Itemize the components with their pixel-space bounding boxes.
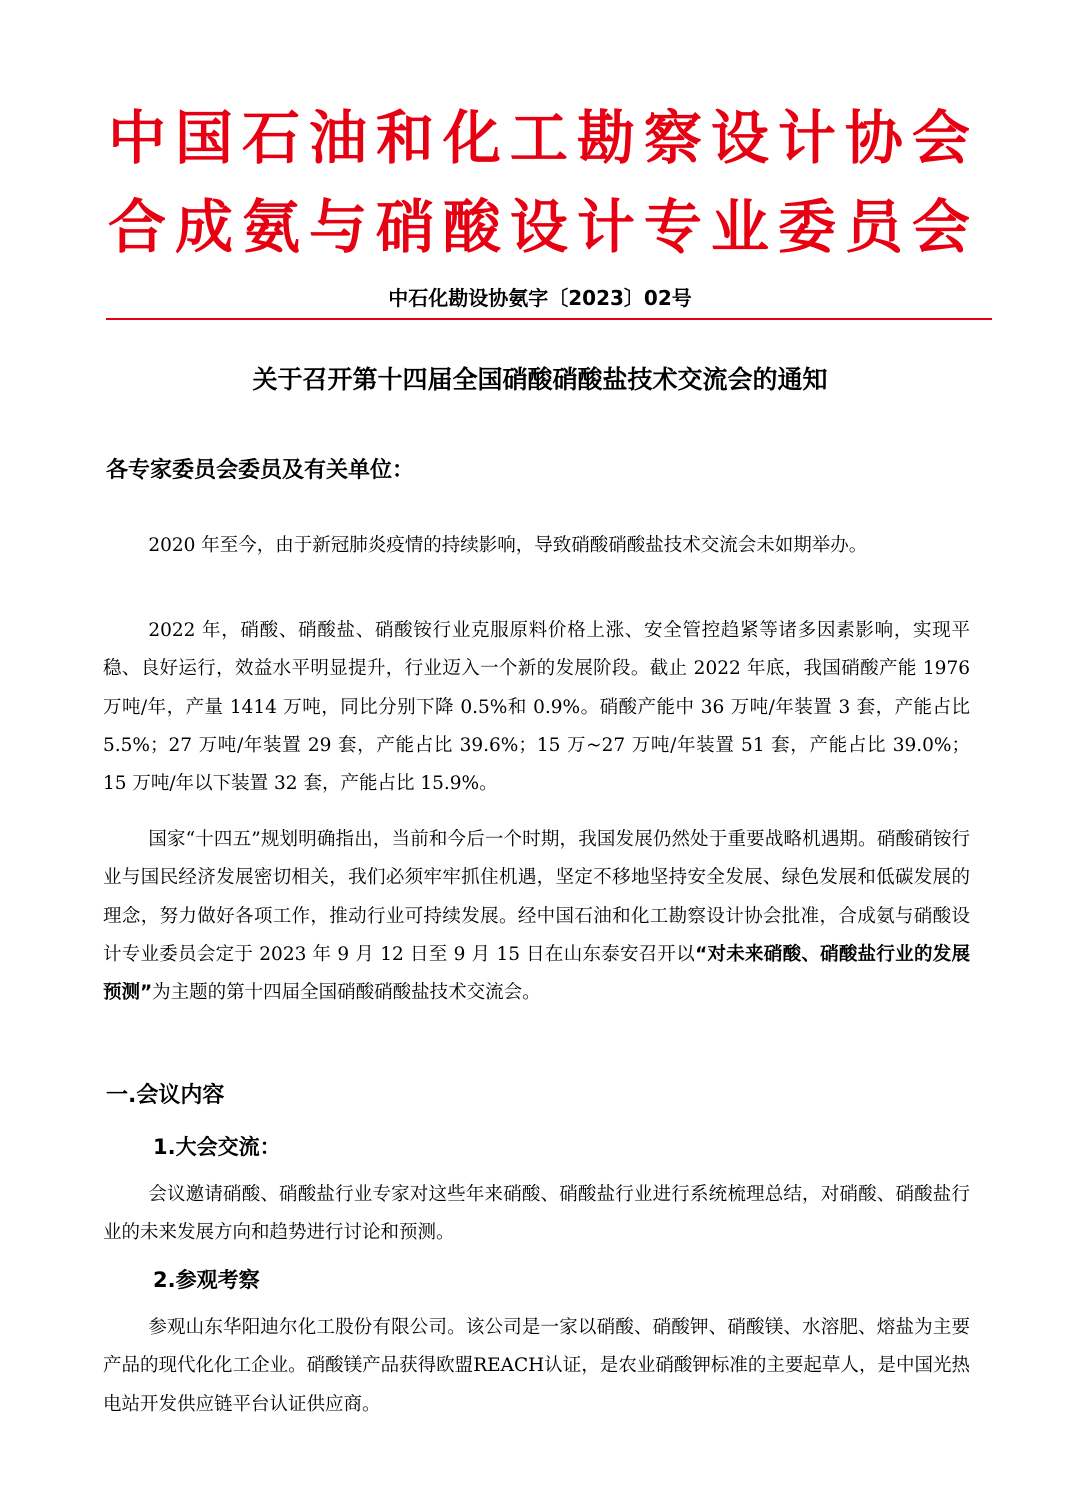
org-name-char: 化 — [442, 104, 501, 172]
org-name-char: 油 — [308, 104, 367, 172]
org-name-char: 酸 — [442, 193, 501, 261]
org-name-char: 业 — [710, 193, 769, 261]
org-name-char: 协 — [844, 104, 903, 172]
paragraph-meeting-announcement — [103, 821, 970, 1012]
paragraph-background: 2020 年至今，由于新冠肺炎疫情的持续影响，导致硝酸硝酸盐技术交流会未如期举办。 — [148, 535, 868, 556]
org-name-char: 与 — [308, 193, 367, 261]
salutation: 各专家委员会委员及有关单位： — [106, 458, 415, 483]
org-name-char: 工 — [509, 104, 568, 172]
org-name-char: 氨 — [241, 193, 300, 261]
org-name-char: 和 — [375, 104, 434, 172]
org-name-char: 中 — [108, 104, 167, 172]
document-number: 中石化勘设协氨字〔2023〕02号 — [388, 286, 692, 310]
notice-title: 关于召开第十四届全国硝酸硝酸盐技术交流会的通知 — [252, 365, 828, 394]
org-name-char: 硝 — [375, 193, 434, 261]
org-name-char: 专 — [643, 193, 702, 261]
org-name-char: 石 — [241, 104, 300, 172]
org-name-char: 设 — [710, 104, 769, 172]
org-name-char: 委 — [777, 193, 836, 261]
org-name-line2 — [108, 194, 970, 260]
paragraph-site-visit: 参观山东华阳迪尔化工股份有限公司。该公司是一家以硝酸、硝酸钾、硝酸镁、水溶肥、熔盐为主要产品的现代化化工企业。硝酸镁产品获得欧盟REACH认证，是农业硝酸钾标准的主要起草人，是中国光热电站开发供应链平台认证供应商。 — [103, 1317, 970, 1415]
org-name-char: 设 — [509, 193, 568, 261]
org-name-char: 员 — [844, 193, 903, 261]
org-name-char: 成 — [174, 193, 233, 261]
paragraph-text-part1: 国家“十四五”规划明确指出，当前和今后一个时期，我国发展仍然处于重要战略机遇期。硝酸硝铵行业与国民经济发展密切相关，我们必须牢牢抓住机遇，坚定不移地坚持安全发展、绿色发展和低碳发展的理念，努力做好各项工作，推动行业可持续发展。经中国石油和化工勘察设计协会批准，合成氨与硝酸设计专业委员会定于 2023 年 9 月 12 日至 9 月 15 日在山东泰安召开以 — [103, 829, 970, 965]
subheading-conference-exchange: 1.大会交流： — [153, 1135, 281, 1159]
org-name-char: 会 — [911, 193, 970, 261]
org-name-line1 — [108, 105, 970, 171]
meeting-theme: “对未来硝酸、硝酸盐行业的发展预测” — [103, 943, 970, 1004]
org-name-char: 合 — [108, 193, 167, 261]
paragraph-industry-status: 2022 年，硝酸、硝酸盐、硝酸铵行业克服原料价格上涨、安全管控趋紧等诸多因素影响，实现平稳、良好运行，效益水平明显提升，行业迈入一个新的发展阶段。截止 2022 年底，我国硝酸产能 1976 万吨/年，产量 1414 万吨，同比分别下降 0.5%和 0.9%。硝酸产能中 36 万吨/年装置 3 套，产能占比 5.5%；27 万吨/年装置 29 套，产能占比 39.6%；15 万~27 万吨/年装置 51 套，产能占比 39.0%；15 万吨/年以下装置 32 套，产能占比 15.9%。 — [103, 620, 970, 795]
paragraph-conference-exchange: 会议邀请硝酸、硝酸盐行业专家对这些年来硝酸、硝酸盐行业进行系统梳理总结，对硝酸、硝酸盐行业的未来发展方向和趋势进行讨论和预测。 — [103, 1184, 970, 1244]
org-name-char: 计 — [777, 104, 836, 172]
subheading-site-visit: 2.参观考察 — [153, 1268, 260, 1292]
header-divider — [106, 318, 992, 320]
section-heading-meeting-content: 一.会议内容 — [106, 1083, 225, 1108]
org-name-char: 计 — [576, 193, 635, 261]
org-name-char: 会 — [911, 104, 970, 172]
org-name-char: 国 — [174, 104, 233, 172]
paragraph-text-part2: 为主题的第十四届全国硝酸硝酸盐技术交流会。 — [152, 982, 541, 1004]
org-name-char: 察 — [643, 104, 702, 172]
org-name-char: 勘 — [576, 104, 635, 172]
